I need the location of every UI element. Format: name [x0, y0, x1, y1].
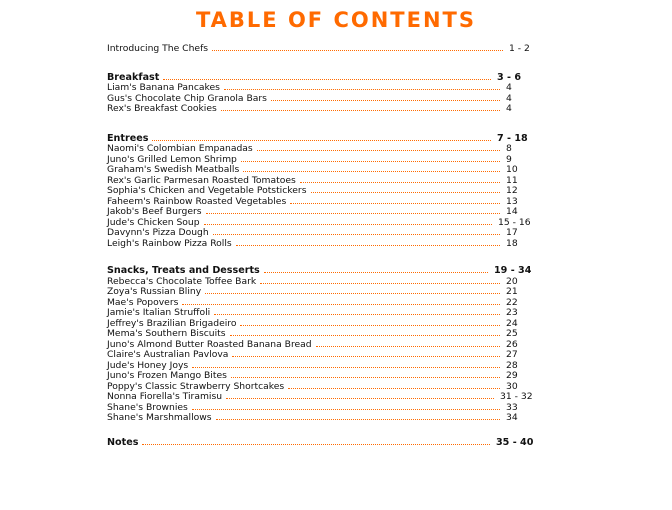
toc-entry: [107, 371, 537, 382]
page-title: TABLE OF CONTENTS: [195, 8, 477, 32]
dot-leader: [192, 367, 500, 368]
entry-page: 14: [506, 206, 518, 217]
entry-label: Leigh's Rainbow Pizza Rolls: [107, 237, 232, 249]
entry-page: 1 - 2: [509, 43, 530, 54]
toc-entry: [107, 207, 537, 218]
toc-entry: [107, 308, 537, 319]
dot-leader: [216, 419, 500, 420]
toc-entry: [107, 287, 537, 298]
entry-page: 4: [506, 92, 512, 104]
dot-leader: [300, 182, 500, 183]
dot-leader: [206, 213, 500, 214]
entry-page: 24: [506, 317, 518, 329]
entry-label: Liam's Banana Pancakes: [107, 82, 220, 93]
entry-label: Claire's Australian Pavlova: [107, 349, 229, 360]
entry-label: Jamie's Italian Struffoli: [107, 307, 211, 318]
entry-page: 17: [506, 227, 518, 238]
entry-page: 20: [506, 275, 518, 287]
section-heading-notes: [107, 438, 537, 449]
entry-page: 9: [506, 153, 512, 165]
entry-page: 11: [506, 174, 518, 186]
entry-label: Zoya's Russian Bliny: [107, 286, 202, 297]
dot-leader: [316, 346, 500, 347]
entry-label: Faheem's Rainbow Roasted Vegetables: [107, 195, 287, 207]
dot-leader: [240, 325, 500, 326]
entry-label: Introducing The Chefs: [107, 43, 209, 54]
dot-leader: [260, 283, 500, 284]
section-page: 19 - 34: [494, 265, 532, 276]
entry-label: Rex's Breakfast Cookies: [107, 103, 217, 114]
entry-page: 4: [506, 103, 512, 114]
dot-leader: [142, 444, 490, 445]
section-heading-snacks: [107, 266, 537, 277]
entry-label: Mae's Popovers: [107, 296, 179, 308]
entry-label: Shane's Brownies: [107, 401, 188, 413]
entry-page: 18: [506, 237, 518, 249]
dot-leader: [213, 234, 500, 235]
toc-entry: [107, 392, 537, 403]
entry-page: 22: [506, 296, 518, 308]
entry-label: Juno's Grilled Lemon Shrimp: [107, 153, 237, 165]
dot-leader: [224, 89, 500, 90]
dot-leader: [214, 314, 500, 315]
toc-entry-intro: [107, 44, 537, 55]
toc-entry: [107, 413, 537, 424]
dot-leader: [192, 409, 500, 410]
toc-entry: [107, 228, 537, 239]
entry-page: 31 - 32: [500, 391, 533, 402]
entry-page: 25: [506, 328, 518, 339]
entry-label: Graham's Swedish Meatballs: [107, 164, 240, 175]
entry-label: Jeffrey's Brazilian Brigadeiro: [107, 317, 237, 329]
section-label: Breakfast: [107, 71, 160, 83]
entry-label: Nonna Fiorella's Tiramisu: [107, 391, 223, 402]
dot-leader: [290, 203, 500, 204]
entry-page: 10: [506, 164, 518, 175]
section-label: Entrees: [107, 132, 149, 144]
dot-leader: [236, 245, 500, 246]
entry-page: 26: [506, 338, 518, 350]
toc-entry: [107, 350, 537, 361]
dot-leader: [226, 398, 494, 399]
toc-entry: [107, 165, 537, 176]
dot-leader: [205, 293, 500, 294]
dot-leader: [241, 161, 500, 162]
entry-page: 34: [506, 412, 518, 423]
entry-label: Shane's Marshmallows: [107, 412, 212, 423]
entry-page: 23: [506, 307, 518, 318]
entry-label: Jakob's Beef Burgers: [107, 206, 202, 217]
entry-page: 4: [506, 82, 512, 93]
entry-label: Mema's Southern Biscuits: [107, 328, 226, 339]
entry-label: Rebecca's Chocolate Toffee Bark: [107, 275, 257, 287]
section-label: Notes: [107, 436, 139, 448]
dot-leader: [182, 304, 500, 305]
dot-leader: [204, 224, 492, 225]
entry-label: Davynn's Pizza Dough: [107, 227, 209, 238]
entry-label: Rex's Garlic Parmesan Roasted Tomatoes: [107, 174, 296, 186]
toc-entry: [107, 83, 537, 94]
dot-leader: [311, 192, 500, 193]
dot-leader: [212, 50, 503, 51]
entry-label: Jude's Chicken Soup: [107, 216, 200, 228]
dot-leader: [257, 150, 500, 151]
dot-leader: [152, 140, 491, 141]
entry-page: 12: [506, 185, 518, 196]
dot-leader: [288, 388, 500, 389]
table-of-contents: [107, 44, 537, 448]
entry-page: 29: [506, 370, 518, 381]
dot-leader: [163, 79, 491, 80]
entry-label: Juno's Frozen Mango Bites: [107, 370, 227, 381]
section-page: 3 - 6: [497, 71, 522, 83]
entry-page: 21: [506, 286, 518, 297]
dot-leader: [221, 110, 500, 111]
dot-leader: [232, 356, 500, 357]
toc-entry: [107, 239, 537, 250]
entry-page: 27: [506, 349, 518, 360]
entry-label: Sophia's Chicken and Vegetable Potstickers: [107, 185, 307, 196]
dot-leader: [231, 377, 500, 378]
entry-label: Juno's Almond Butter Roasted Banana Bread: [107, 338, 312, 350]
section-page: 7 - 18: [497, 132, 528, 144]
entry-page: 28: [506, 359, 518, 371]
entry-label: Poppy's Classic Strawberry Shortcakes: [107, 380, 285, 392]
entry-page: 30: [506, 380, 518, 392]
toc-entry: [107, 104, 537, 115]
toc-entry: [107, 144, 537, 155]
dot-leader: [271, 100, 500, 101]
section-page: 35 - 40: [496, 436, 534, 448]
entry-page: 15 - 16: [498, 216, 531, 228]
toc-entry: [107, 186, 537, 197]
entry-label: Naomi's Colombian Empanadas: [107, 143, 253, 154]
section-label: Snacks, Treats and Desserts: [107, 265, 260, 276]
entry-page: 33: [506, 401, 518, 413]
dot-leader: [243, 171, 500, 172]
entry-page: 13: [506, 195, 518, 207]
dot-leader: [230, 335, 500, 336]
entry-label: Gus's Chocolate Chip Granola Bars: [107, 92, 267, 104]
entry-label: Jude's Honey Joys: [107, 359, 189, 371]
toc-entry: [107, 329, 537, 340]
dot-leader: [264, 272, 488, 273]
entry-page: 8: [506, 143, 512, 154]
